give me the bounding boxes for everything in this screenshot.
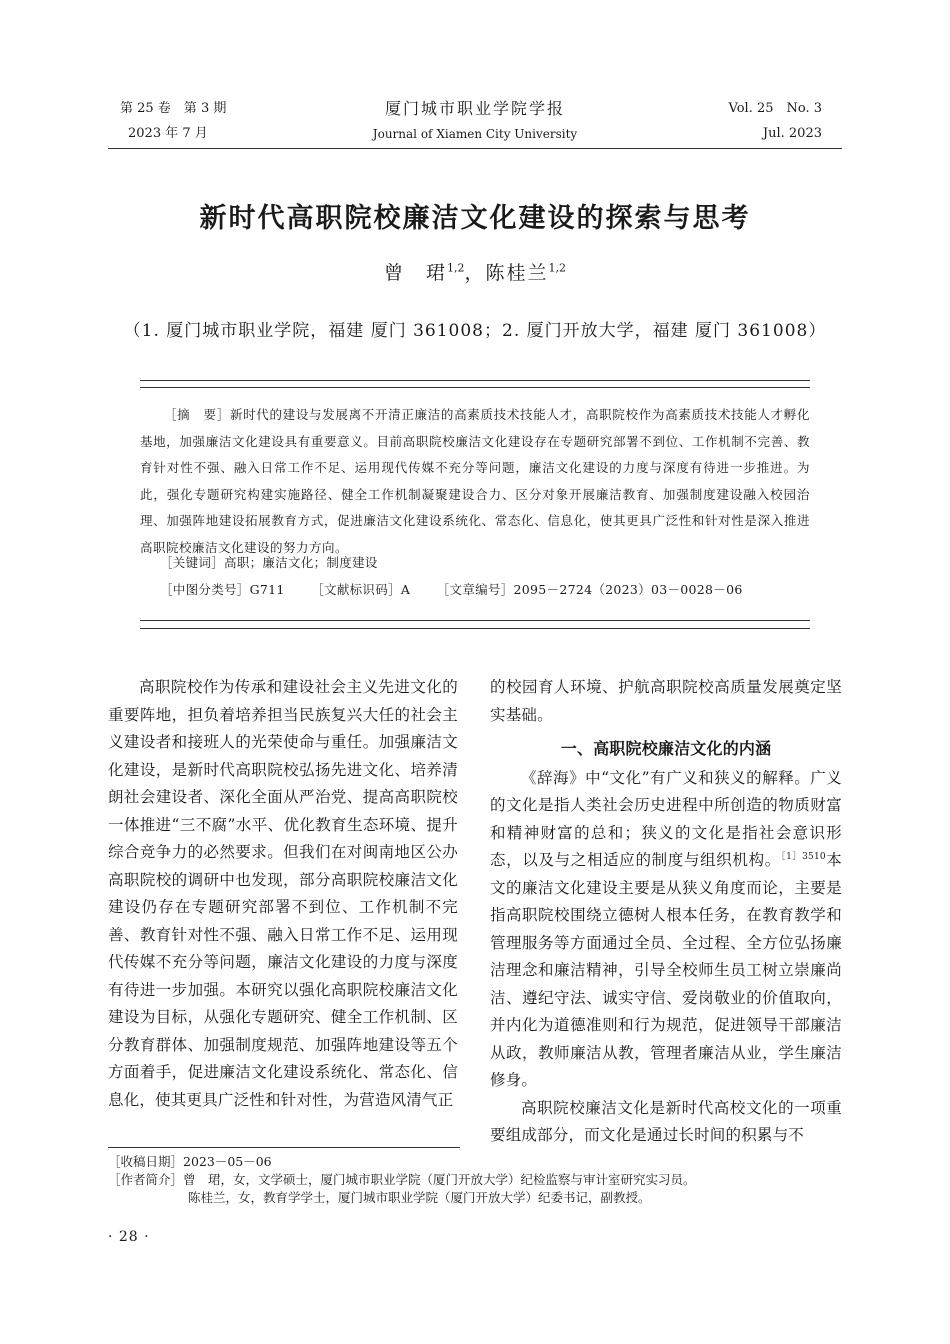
received-date: 2023－05－06 [183, 1154, 272, 1169]
section-heading: 一、高职院校廉洁文化的内涵 [560, 739, 772, 758]
abstract-rule-bottom-2 [140, 628, 810, 629]
author-2: 陈桂兰 [485, 262, 549, 284]
paragraph-text: 本文的廉洁文化建设主要是从狭义角度而论，主要是指高职院校围绕立德树人根本任务，在教育教学和管理服务等方面通过全员、全过程、全方位弘扬廉洁理念和廉洁精神，引导全校师生员工树立崇廉尚洁、遵纪守法、诚实守信、爱岗敬业的价值取向，并内化为道德准则和行为规范，促进领导干部廉洁从政，教师廉洁从教，管理者廉洁从业，学生廉洁修身。 [490, 851, 843, 1089]
author-bio-line [108, 1171, 842, 1188]
author-2-bio: 陈桂兰，女，教育学学士，厦门城市职业学院（厦门开放大学）纪委书记，副教授。 [188, 1190, 651, 1205]
classification-line [160, 580, 743, 598]
author-1-bio: 曾 珺，女，文学硕士，厦门城市职业学院（厦门开放大学）纪检监察与审计室研究实习员。 [183, 1172, 696, 1187]
author-line [0, 258, 950, 285]
article-no-value: 2095－2724（2023）03－0028－06 [513, 582, 743, 597]
journal-title-cn: 厦门城市职业学院学报 [384, 99, 565, 118]
abstract-rule-top-1 [140, 380, 810, 381]
abstract-rule-top-2 [140, 387, 810, 388]
body-paragraph [490, 765, 842, 1095]
citation: ［1］3510 [780, 851, 826, 862]
volume-issue-en: Vol. 25 No. 3 [728, 101, 822, 116]
body-paragraph: 高职院校作为传承和建设社会主义先进文化的重要阵地，担负着培养担当民族复兴大任的社会主义建设者和接班人的光荣使命与重任。加强廉洁文化建设，是新时代高职院校弘扬先进文化、培养清朗社会建设者、深化全面从严治党、提高高职院校一体推进“三不腐”水平、优化教育生态环境、提升综合竞争力的必然要求。但我们在对闽南地区公办高职院校的调研中也发现，部分高职院校廉洁文化建设仍存在专题研究部署不到位、工作机制不完善、教育针对性不强、融入日常工作不足、运用现代传媒不充分等问题，廉洁文化建设的力度与深度有待进一步加强。本研究以强化高职院校廉洁文化建设为目标，从强化专题研究、健全工作机制、区分教育群体、加强制度规范、加强阵地建设等五个方面着手，促进廉洁文化建设系统化、常态化、信息化，使其更具广泛性和针对性，为营造风清气正 [108, 678, 458, 1109]
bio-label: ［作者简介］ [108, 1172, 184, 1187]
page-number: · 28 · [108, 1229, 150, 1245]
author-2-affil: 1,2 [548, 261, 567, 275]
article-no-label: ［文章编号］ [436, 582, 514, 597]
keywords: 高职；廉洁文化；制度建设 [224, 555, 378, 570]
paragraph-text: 《辞海》中“文化”有广义和狭义的解释。广义的文化是指人类社会历史进程中所创造的物质财富和精神财富的总和；狭义的文化是指社会意识形态，以及与之相适应的制度与组织机构。 [490, 768, 842, 869]
abstract [140, 402, 810, 561]
abstract-rule-bottom-1 [140, 620, 810, 621]
author-separator: ， [464, 262, 486, 284]
date-en: Jul. 2023 [762, 126, 822, 141]
clc-label: ［中图分类号］ [160, 582, 250, 597]
keywords-label: ［关键词］ [160, 555, 225, 570]
journal-title-en: Journal of Xiamen City University [372, 127, 578, 141]
received-label: ［收稿日期］ [108, 1154, 184, 1169]
header-rule [108, 148, 842, 149]
received-date-line [108, 1153, 842, 1170]
abstract-text: 新时代的建设与发展离不开清正廉洁的高素质技术技能人才，高职院校作为高素质技术技能人才孵化基地，加强廉洁文化建设具有重要意义。目前高职院校廉洁文化建设存在专题研究部署不到位、工作机制不完善、教育针对性不强、融入日常工作不足、运用现代传媒不充分等问题，廉洁文化建设的力度与深度有待进一步推进。为此，强化专题研究构建实施路径、健全工作机制凝聚建设合力、区分对象开展廉洁教育、加强制度建设融入校园治理、加强阵地建设拓展教育方式，促进廉洁文化建设系统化、常态化、信息化，使其更具广泛性和针对性是深入推进高职院校廉洁文化建设的努力方向。 [140, 407, 810, 555]
clc-value: G711 [249, 582, 285, 597]
doc-code-label: ［文献标识码］ [311, 582, 401, 597]
date-cn: 2023 年 7 月 [128, 126, 208, 141]
keywords-line [160, 553, 378, 571]
author-1: 曾 珺 [383, 262, 447, 284]
body-paragraph: 高职院校廉洁文化是新时代高校文化的一项重要组成部分，而文化是通过长时间的积累与不 [490, 1098, 842, 1144]
body-paragraph-continued: 的校园育人环境、护航高职院校高质量发展奠定坚实基础。 [490, 678, 842, 724]
footnote-rule [108, 1147, 460, 1148]
doc-code-value: A [400, 582, 411, 597]
body-column-left [108, 674, 458, 1114]
article-title: 新时代高职院校廉洁文化建设的探索与思考 [199, 203, 751, 234]
author-1-affil: 1,2 [446, 261, 465, 275]
abstract-label: ［摘 要］ [164, 407, 230, 422]
body-column-right [490, 674, 842, 1150]
affiliations: （1. 厦门城市职业学院，福建 厦门 361008；2. 厦门开放大学，福建 厦门 361008） [123, 321, 827, 341]
volume-issue-cn: 第 25 卷 第 3 期 [120, 101, 227, 116]
